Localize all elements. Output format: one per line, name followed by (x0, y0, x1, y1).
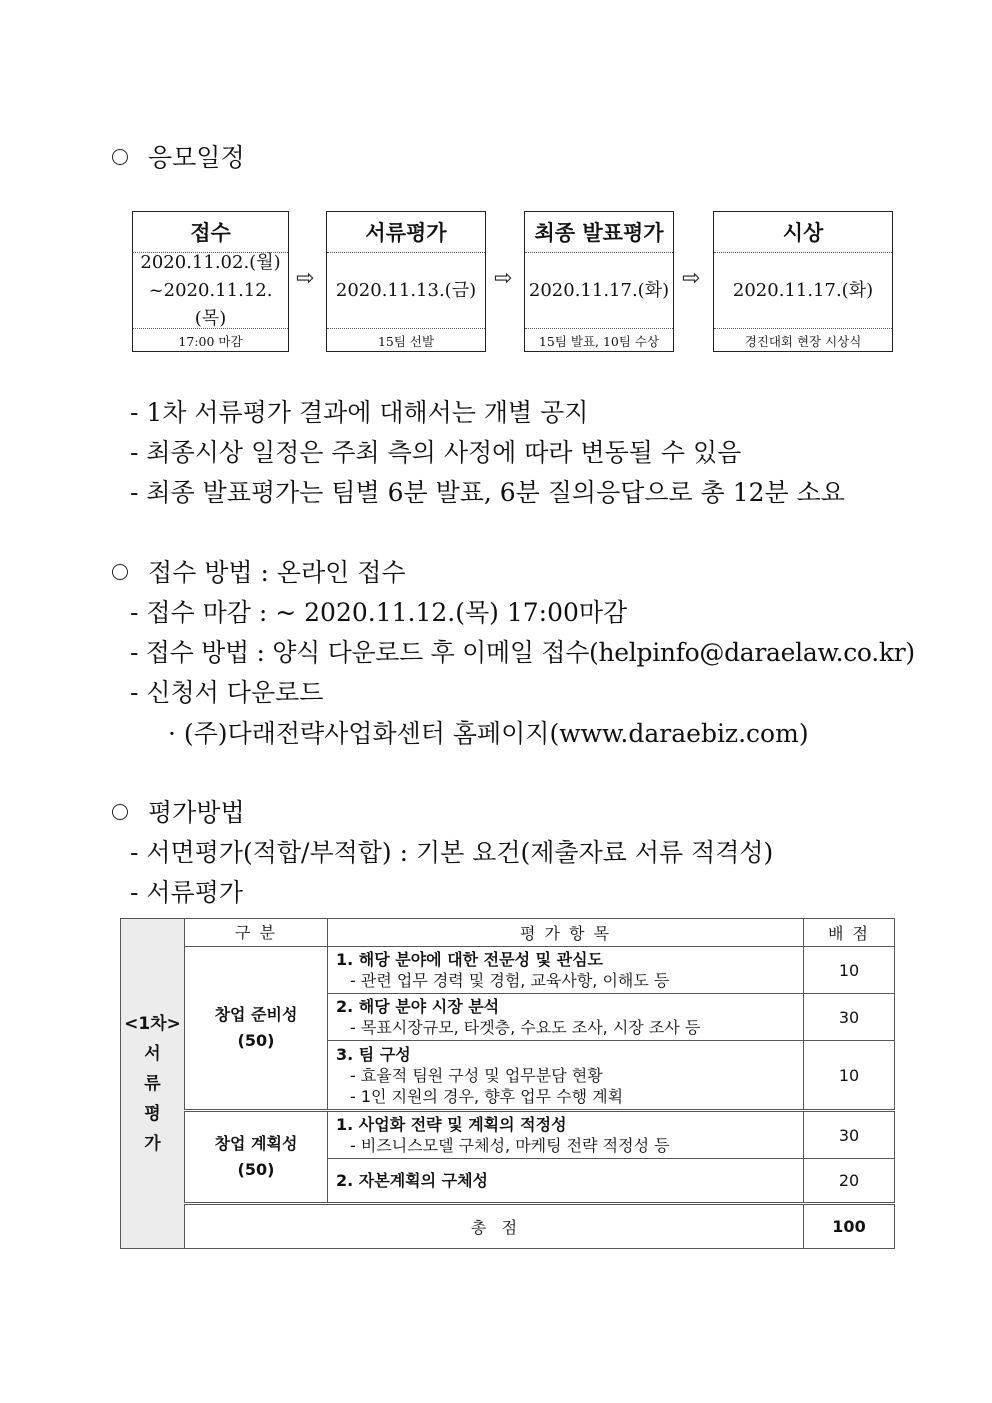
category-planning: 창업 계획성 (50) (185, 1111, 328, 1204)
criterion-score: 10 (804, 947, 895, 994)
timeline-step-document-review (326, 211, 486, 352)
timeline-step-note: 17:00 마감 (178, 334, 243, 349)
header-items: 평 가 항 목 (328, 919, 804, 947)
timeline-step-note: 15팀 선발 (377, 334, 435, 349)
timeline-step-title: 접수 (133, 212, 288, 253)
circle-bullet-icon (112, 149, 128, 165)
total-score: 100 (804, 1204, 895, 1249)
table-row (121, 947, 895, 994)
criterion-score: 30 (804, 1111, 895, 1159)
header-category: 구 분 (185, 919, 328, 947)
circle-bullet-icon (112, 804, 128, 820)
total-label: 총 점 (185, 1204, 804, 1249)
schedule-note: - 최종 발표평가는 팀별 6분 발표, 6분 질의응답으로 총 12분 소요 (130, 478, 845, 507)
timeline-step-title: 서류평가 (327, 212, 485, 253)
method-line: - 신청서 다운로드 (130, 678, 324, 707)
right-arrow-icon: ⇨ (682, 266, 701, 291)
timeline-step-award (713, 211, 893, 352)
method-line: - 접수 마감 : ~ 2020.11.12.(목) 17:00마감 (130, 598, 628, 627)
homepage-line: · (주)다래전략사업화센터 홈페이지(www.daraebiz.com) (168, 719, 809, 748)
category-preparedness: 창업 준비성 (50) (185, 947, 328, 1111)
criterion: 2. 자본계획의 구체성 (328, 1159, 804, 1204)
timeline-step-title: 시상 (714, 212, 892, 253)
schedule-section-title: 응모일정 (112, 138, 245, 174)
schedule-note: - 1차 서류평가 결과에 대해서는 개별 공지 (130, 398, 589, 427)
evaluation-table (120, 918, 895, 1249)
criterion: 3. 팀 구성 - 효율적 팀원 구성 및 업무분담 현황 - 1인 지원의 경우, 향후 업무 수행 계획 (328, 1041, 804, 1111)
timeline-step-note: 경진대회 현장 시상식 (744, 334, 862, 349)
criterion: 2. 해당 분야 시장 분석 - 목표시장규모, 타겟층, 수요도 조사, 시장 조사 등 (328, 994, 804, 1041)
circle-bullet-icon (112, 564, 128, 580)
timeline-step-date: 2020.11.17.(화) (714, 253, 892, 329)
criterion-score: 10 (804, 1041, 895, 1111)
criterion: 1. 사업화 전략 및 계획의 적정성 - 비즈니스모델 구체성, 마케팅 전략 적정성 등 (328, 1111, 804, 1159)
timeline-step-title: 최종 발표평가 (525, 212, 673, 253)
timeline-step-receipt (132, 211, 289, 352)
criterion-score: 20 (804, 1159, 895, 1204)
evaluation-section-title: 평가방법 (112, 793, 245, 829)
timeline-step-note: 15팀 발표, 10팀 수상 (538, 334, 660, 349)
table-side-label: <1차> 서 류 평 가 (121, 919, 185, 1249)
right-arrow-icon: ⇨ (296, 266, 315, 291)
criterion: 1. 해당 분야에 대한 전문성 및 관심도 - 관련 업무 경력 및 경험, 교육사항, 이해도 등 (328, 947, 804, 994)
right-arrow-icon: ⇨ (494, 266, 513, 291)
header-score: 배 점 (804, 919, 895, 947)
table-row (121, 1111, 895, 1159)
timeline-step-date: 2020.11.02.(월) ~2020.11.12.(목) (133, 253, 288, 329)
timeline-step-date: 2020.11.13.(금) (327, 253, 485, 329)
timeline-step-final-presentation (524, 211, 674, 352)
method-section-title: 접수 방법 : 온라인 접수 (112, 553, 406, 589)
method-line: - 접수 방법 : 양식 다운로드 후 이메일 접수(helpinfo@daraelaw.co.kr) (130, 638, 915, 667)
timeline-step-date: 2020.11.17.(화) (525, 253, 673, 329)
total-row (121, 1204, 895, 1249)
criterion-score: 30 (804, 994, 895, 1041)
evaluation-line: - 서면평가(적합/부적합) : 기본 요건(제출자료 서류 적격성) (130, 838, 774, 867)
evaluation-line: - 서류평가 (130, 878, 243, 907)
schedule-note: - 최종시상 일정은 주최 측의 사정에 따라 변동될 수 있음 (130, 438, 742, 467)
